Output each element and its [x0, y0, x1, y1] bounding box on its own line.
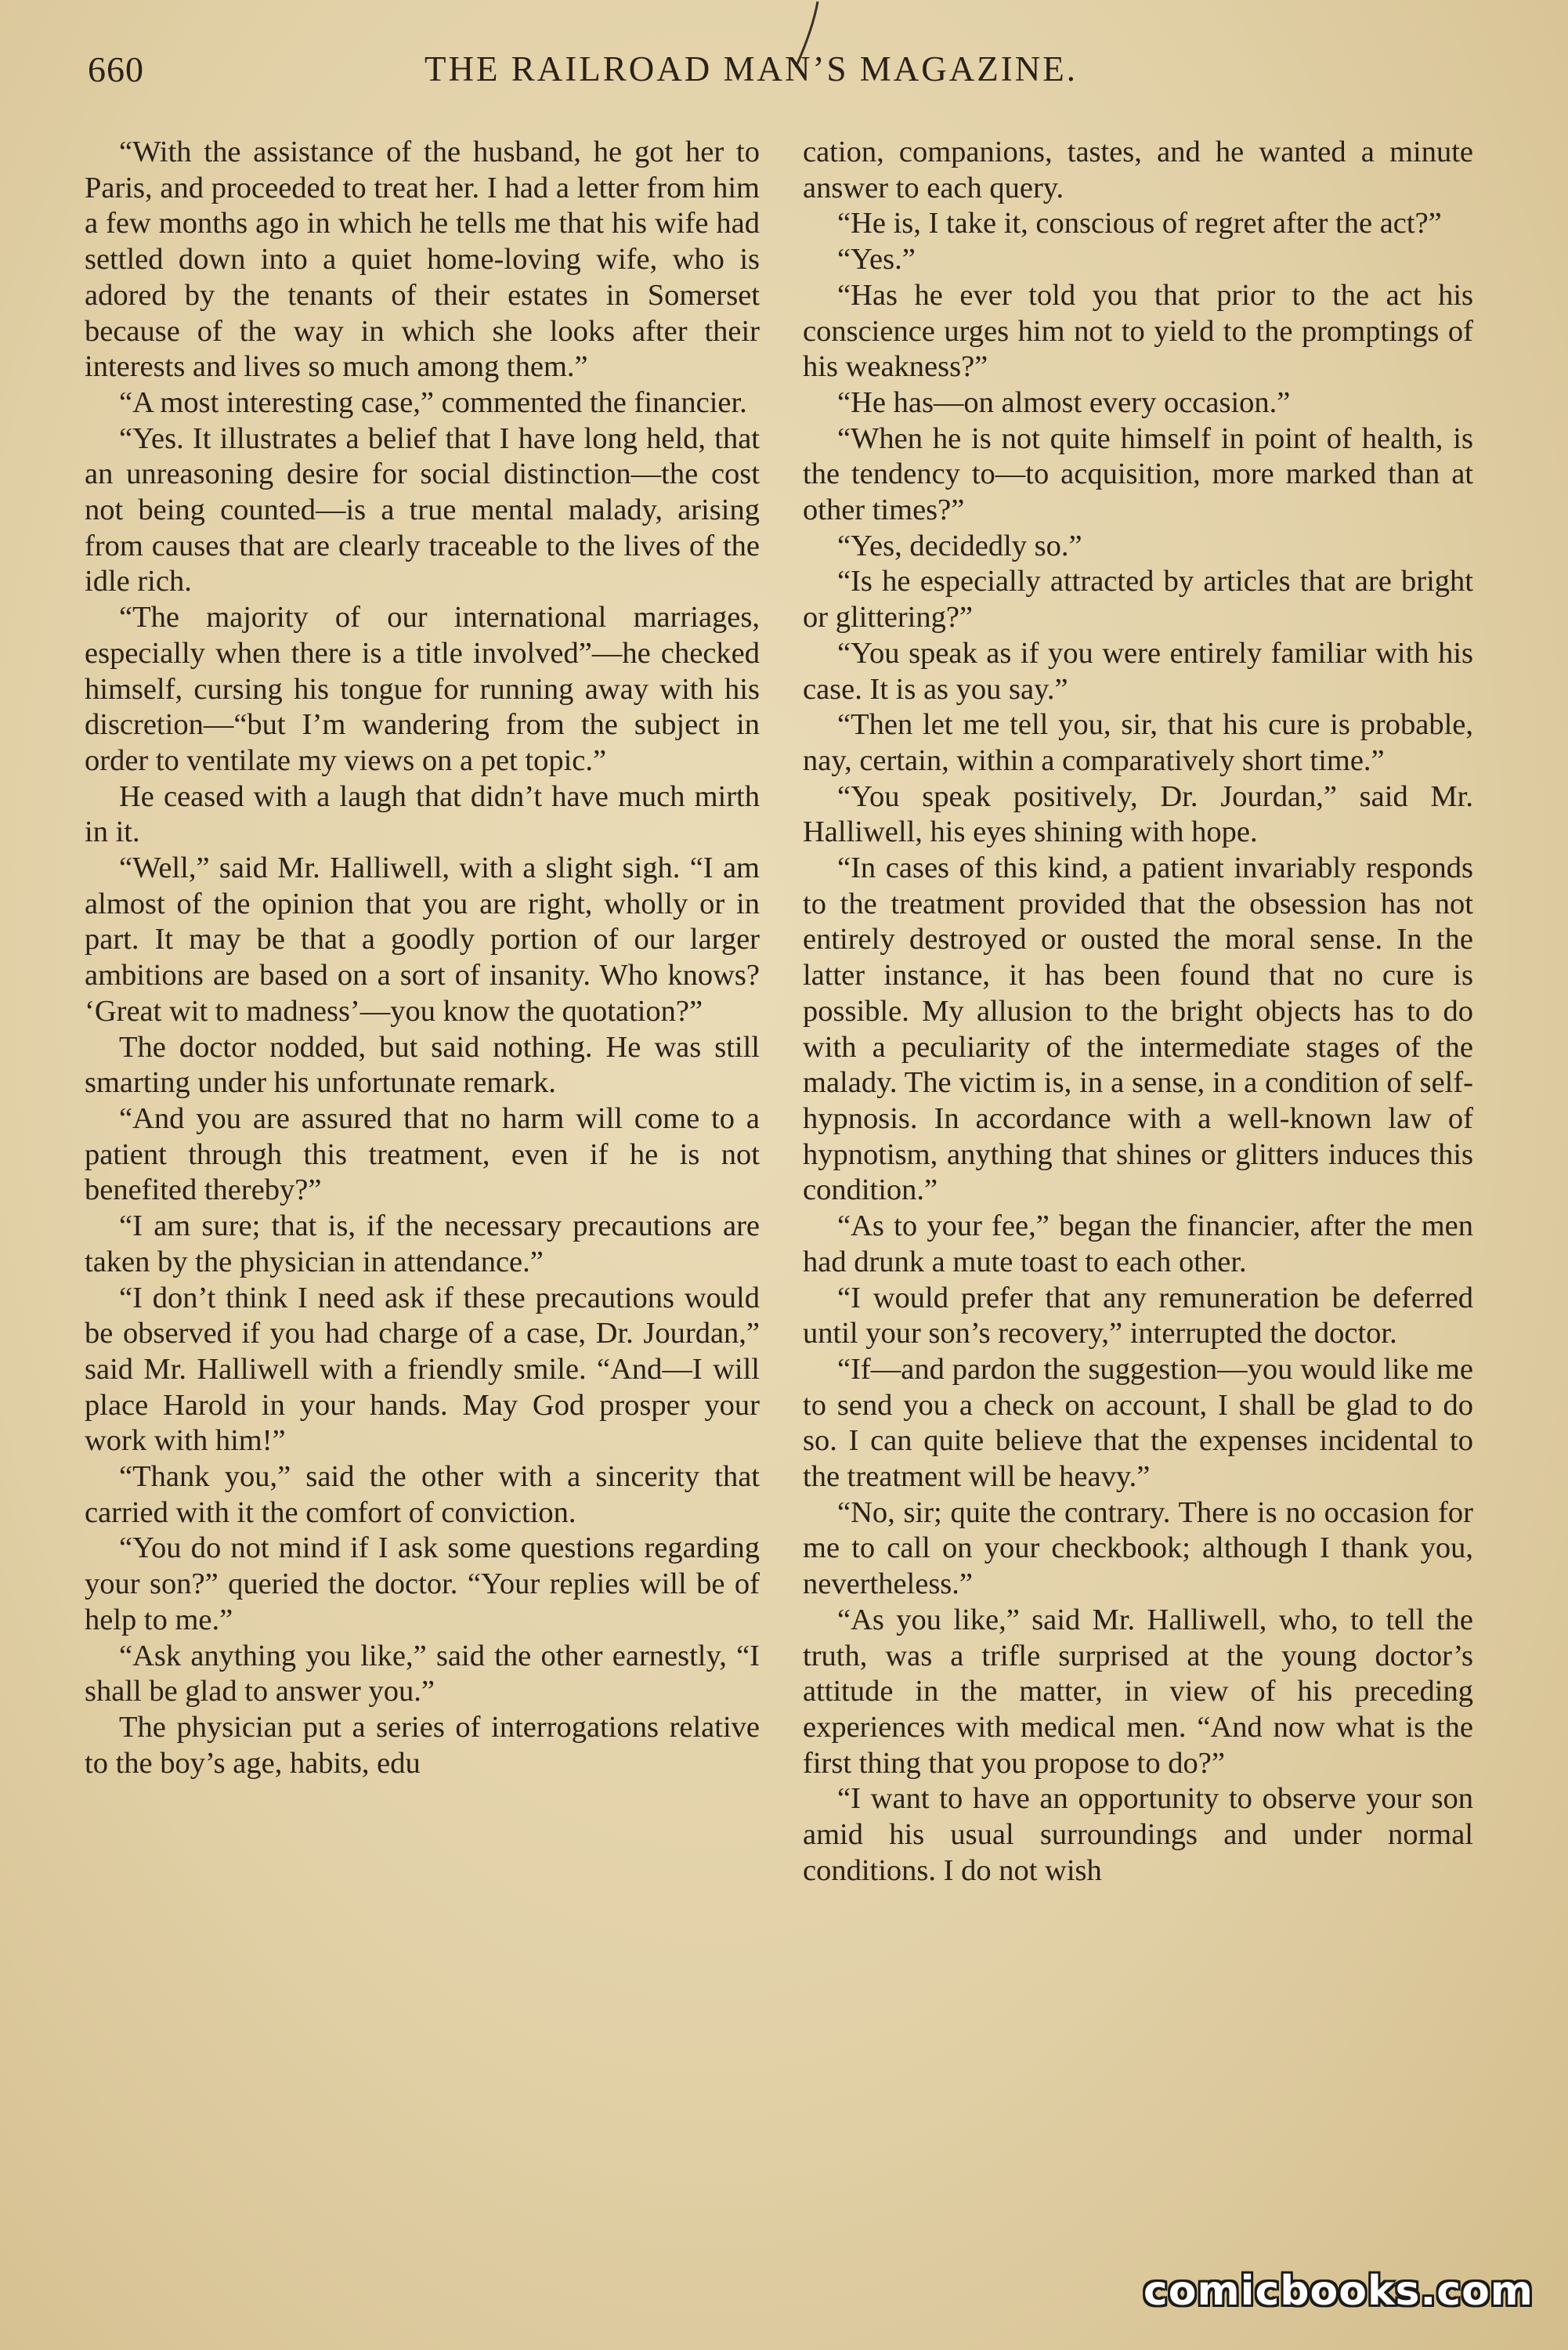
paragraph: “Yes.”: [837, 243, 916, 277]
page-number: 660: [88, 49, 144, 89]
left-column: [85, 135, 760, 2234]
paragraph: The physician put a series of interrogations relative to the boy’s age, habits, edu: [85, 1710, 760, 1780]
paragraph: “With the assistance of the husband, he got her to Paris, and proceeded to treat her. I had a letter from him a few months ago in which he tells me that his wife had settled down into a quiet home-loving wife, who is adored by the tenants of their estates in Somerset because of the way in which she looks after their interests and lives so much among them.”: [85, 136, 760, 384]
paragraph: He ceased with a laugh that didn’t have much mirth in it.: [85, 779, 760, 849]
paragraph: “In cases of this kind, a patient invariably responds to the treatment provided that the obsession has not entirely destroyed or ousted the moral sense. In the latter instance, it has been found that no cure is possible. My allusion to the bright objects has to do with a peculiarity of the intermediate stages of the malady. The victim is, in a sense, in a condition of self-hypnosis. In accordance with a well-known law of hypnotism, anything that shines or glitters induces this condition.”: [803, 851, 1473, 1207]
paragraph: “The majority of our international marriages, especially when there is a title involved”—he checked himself, cursing his tongue for running away with his discretion—“but I’m wandering from the subject in order to ventilate my views on a pet topic.”: [85, 601, 760, 777]
running-head: THE RAILROAD MAN’S MAGAZINE.: [425, 49, 1078, 89]
paragraph: “Yes. It illustrates a belief that I have long held, that an unreasoning desire for social distinction—the cost not being counted—is a true mental malady, arising from causes that are clearly traceable to the lives of the idle rich.: [85, 421, 760, 598]
paragraph: “I would prefer that any remuneration be deferred until your son’s recovery,” interrupted the doctor.: [803, 1281, 1473, 1350]
paragraph: “You do not mind if I ask some questions regarding your son?” queried the doctor. “Your replies will be of help to me.”: [85, 1531, 760, 1636]
paragraph: “Is he especially attracted by articles that are bright or glittering?”: [803, 565, 1473, 634]
paragraph: “And you are assured that no harm will come to a patient through this treatment, even if he is not benefited thereby?”: [85, 1101, 760, 1207]
paragraph: “You speak positively, Dr. Jourdan,” said Mr. Halliwell, his eyes shining with hope.: [803, 779, 1473, 849]
paragraph: “I don’t think I need ask if these precautions would be observed if you had charge of a case, Dr. Jourdan,” said Mr. Halliwell with a friendly smile. “And—I will place Harold in your hands. May God prosper your work with him!”: [85, 1281, 760, 1458]
paragraph: “I want to have an opportunity to observe your son amid his usual surroundings and under normal conditions. I do not wish: [803, 1782, 1473, 1887]
paragraph: “If—and pardon the suggestion—you would like me to send you a check on account, I shall be glad to do so. I can quite believe that the expenses incidental to the treatment will be heavy.”: [803, 1352, 1473, 1494]
paragraph: “When he is not quite himself in point of health, is the tendency to—to acquisition, more marked than at other times?”: [803, 421, 1473, 527]
paragraph: “As to your fee,” began the financier, after the men had drunk a mute toast to each other.: [803, 1209, 1473, 1278]
paragraph: “Yes, decidedly so.”: [837, 529, 1082, 562]
paragraph: “No, sir; quite the contrary. There is no occasion for me to call on your checkbook; although I thank you, nevertheless.”: [803, 1495, 1473, 1601]
paragraph: “As you like,” said Mr. Halliwell, who, to tell the truth, was a trifle surprised at the young doctor’s attitude in the matter, in view of his preceding experiences with medical men. “And now what is the first thing that you propose to do?”: [803, 1603, 1473, 1780]
continued-paragraph: cation, companions, tastes, and he wanted a minute answer to each query.: [803, 136, 1473, 204]
paragraph: “Then let me tell you, sir, that his cure is probable, nay, certain, within a comparatively short time.”: [803, 708, 1473, 777]
paragraph: “Thank you,” said the other with a sincerity that carried with it the comfort of conviction.: [85, 1460, 760, 1529]
paragraph: “Well,” said Mr. Halliwell, with a slight sigh. “I am almost of the opinion that you are right, wholly or in part. It may be that a goodly portion of our larger ambitions are based on a sort of insanity. Who knows? ‘Great wit to madness’—you know the quotation?”: [85, 851, 760, 1028]
paragraph: “He is, I take it, conscious of regret after the act?”: [837, 207, 1442, 240]
paragraph: “You speak as if you were entirely familiar with his case. It is as you say.”: [803, 636, 1473, 706]
paragraph: “Has he ever told you that prior to the act his conscience urges him not to yield to the promptings of his weakness?”: [803, 278, 1473, 384]
site-watermark: comicbooks.com: [1143, 2268, 1534, 2315]
paragraph: The doctor nodded, but said nothing. He was still smarting under his unfortunate remark.: [85, 1030, 760, 1100]
paragraph: “He has—on almost every occasion.”: [837, 385, 1291, 419]
paragraph: “I am sure; that is, if the necessary precautions are taken by the physician in attendance.”: [85, 1209, 760, 1278]
page-header: [88, 49, 1490, 103]
paragraph: “A most interesting case,” commented the financier.: [119, 385, 747, 419]
paragraph: “Ask anything you like,” said the other earnestly, “I shall be glad to answer you.”: [85, 1639, 760, 1708]
right-column: [803, 135, 1473, 2234]
